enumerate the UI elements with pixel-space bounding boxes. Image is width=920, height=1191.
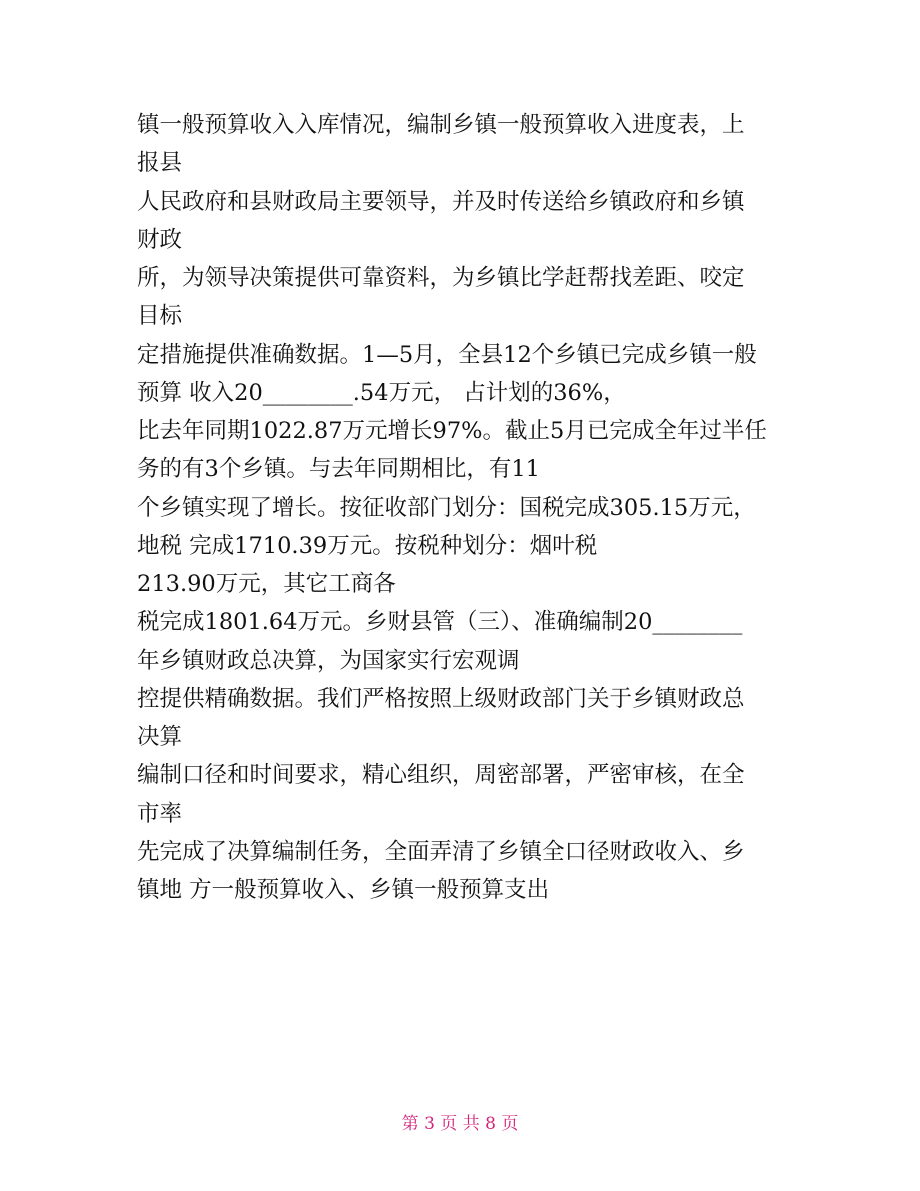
body-text-line: 比去年同期1022.87万元增长97%。截止5月已完成全年过半任: [137, 418, 767, 444]
body-text-line: 213.90万元，其它工商各: [137, 571, 396, 597]
body-text-line: 人民政府和县财政局主要领导，并及时传送给乡镇政府和乡镇: [137, 188, 745, 215]
body-text-line: 税完成1801.64万元。乡财县管（三）、准确编制20________: [137, 609, 743, 636]
body-text-line: 镇一般预算收入入库情况，编制乡镇一般预算收入进度表，上: [137, 112, 745, 138]
document-body: [137, 106, 797, 909]
body-text-line: 个乡镇实现了增长。按征收部门划分：国税完成305.15万元，: [137, 494, 756, 521]
body-text-line: 控提供精确数据。我们严格按照上级财政部门关于乡镇财政总: [137, 685, 745, 712]
body-text-line: 地税 完成1710.39万元。按税种划分：烟叶税: [137, 532, 598, 559]
body-text-line: 编制口径和时间要求，精心组织，周密部署，严密审核，在全: [137, 762, 745, 789]
body-text-line: 镇地 方一般预算收入、乡镇一般预算支出: [137, 877, 550, 903]
body-text-line: 预算 收入20________.54万元， 占计划的36%，: [137, 379, 626, 406]
body-text-line: 年乡镇财政总决算，为国家实行宏观调: [137, 647, 520, 674]
body-text-line: 先完成了决算编制任务，全面弄清了乡镇全口径财政收入、乡: [137, 838, 745, 865]
body-text-line: 目标: [137, 303, 183, 330]
body-text-line: 务的有3个乡镇。与去年同期相比，有11: [137, 456, 540, 483]
body-text-line: 所，为领导决策提供可靠资料，为乡镇比学赶帮找差距、咬定: [137, 265, 745, 291]
body-text-line: 财政: [137, 226, 183, 253]
body-text-line: 市率: [137, 800, 183, 827]
body-text-line: 决算: [137, 724, 183, 750]
page-number-footer: 第 3 页 共 8 页: [401, 1114, 519, 1134]
body-text-line: 定措施提供准确数据。1—5月，全县12个乡镇已完成乡镇一般: [137, 341, 757, 368]
body-text-line: 报县: [137, 150, 183, 177]
